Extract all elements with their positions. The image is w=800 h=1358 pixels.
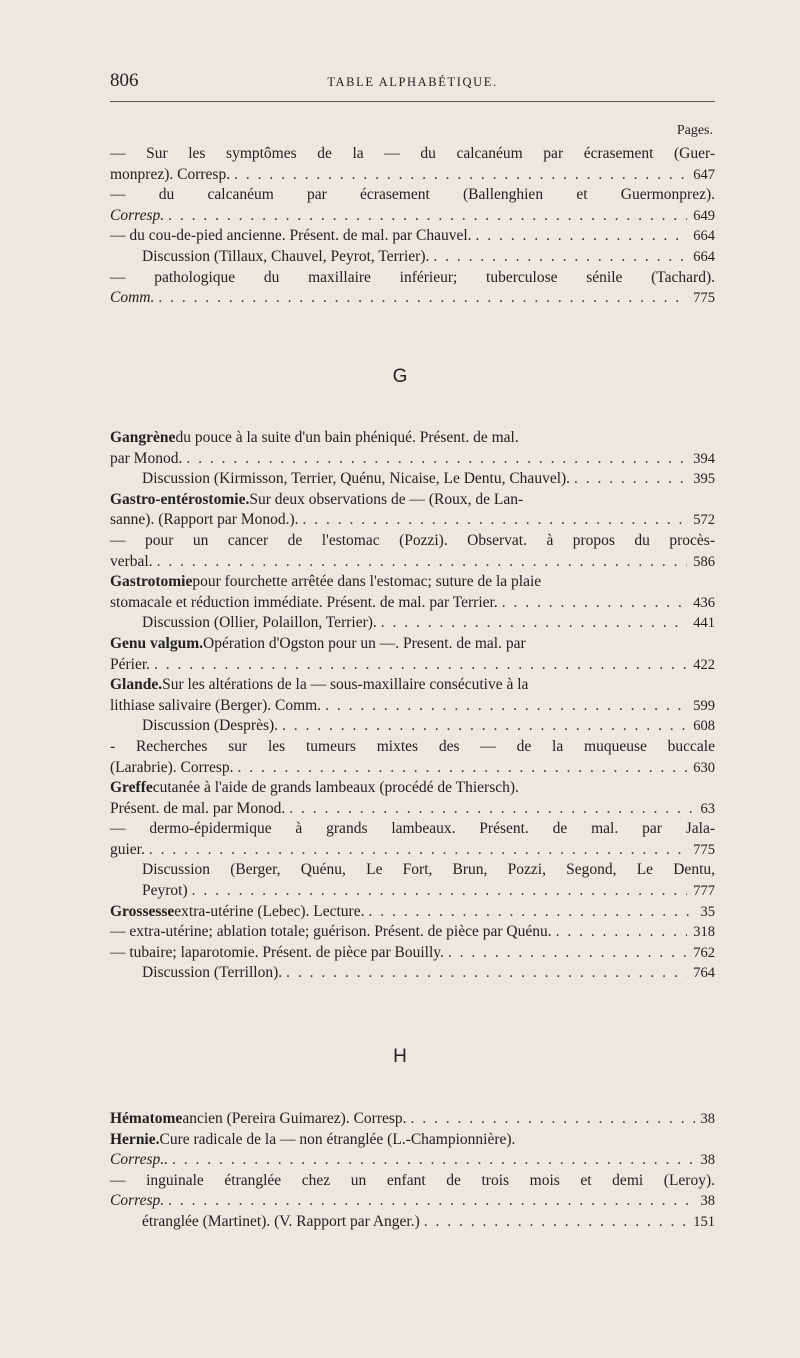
entry-headword: Greffe xyxy=(110,779,153,797)
index-entry-line: Corresp. . . . 649 xyxy=(110,206,715,227)
index-entry-line: — Sur les symptômes de la — du calcanéum par écrasement (Guer- xyxy=(110,145,715,162)
index-entry-line: - Recherches sur les tumeurs mixtes des — de la muqueuse buccale xyxy=(110,737,715,755)
page-ref: 608 xyxy=(693,718,715,735)
page-ref: 395 xyxy=(693,471,715,488)
index-entry-line: monprez). Corresp. . . . 647 xyxy=(110,165,715,186)
pages-column-label: Pages. xyxy=(676,123,713,138)
index-entry-line: stomacale et réduction immédiate. Présent. de mal. par Terrier. . . . 436 xyxy=(110,593,715,614)
section-h xyxy=(110,1109,715,1233)
index-entry-line: Comm. . . . 775 xyxy=(110,288,715,309)
index-entry-line: Genu valgum. Opération d'Ogston pour un —. Present. de mal. par xyxy=(110,634,715,655)
section-g xyxy=(110,428,715,984)
page-ref: 586 xyxy=(693,553,715,570)
page-ref: 664 xyxy=(693,248,715,265)
index-entry-line: étranglée (Martinet). (V. Rapport par Anger.) . . . 151 xyxy=(110,1212,715,1233)
page-ref: 649 xyxy=(693,207,715,224)
page-header xyxy=(110,70,715,92)
index-entry-line: Hernie. Cure radicale de la — non étranglée (L.-Championnière). xyxy=(110,1130,715,1151)
index-entry-line: Hématome ancien (Pereira Guimarez). Corresp. . . . 38 xyxy=(110,1109,715,1130)
index-entry-line: — dermo-épidermique à grands lambeaux. Présent. de mal. par Jala- xyxy=(110,820,715,838)
index-entry-line: Peyrot) . . . 777 xyxy=(110,881,715,902)
section-f-tail xyxy=(110,144,715,309)
index-entry-line: Glande. Sur les altérations de la — sous-maxillaire consécutive à la xyxy=(110,675,715,696)
index-entry-line: Présent. de mal. par Monod. . . . 63 xyxy=(110,799,715,820)
index-entry-line: Gastro-entérostomie. Sur deux observations de — (Roux, de Lan- xyxy=(110,490,715,511)
entry-headword: Gastrotomie xyxy=(110,573,193,591)
index-entry-line: Périer. . . . 422 xyxy=(110,655,715,676)
page-ref: 647 xyxy=(693,166,715,183)
index-entry-line: lithiase salivaire (Berger). Comm. . . . 599 xyxy=(110,696,715,717)
page-ref: 38 xyxy=(700,1152,715,1169)
section-letter-g: G xyxy=(392,366,408,387)
entry-headword: Hernie. xyxy=(110,1130,160,1148)
page-ref: 318 xyxy=(693,924,715,941)
index-entry-line: Discussion (Berger, Quénu, Le Fort, Brun, Pozzi, Segond, Le Dentu, xyxy=(142,861,715,879)
page-ref: 63 xyxy=(700,800,715,817)
entry-headword: Grossesse xyxy=(110,902,175,920)
page-ref: 775 xyxy=(693,841,715,858)
index-entry-line: Discussion (Desprès). . . . 608 xyxy=(110,716,715,737)
index-entry-line: Gangrène du pouce à la suite d'un bain phéniqué. Présent. de mal. xyxy=(110,428,715,449)
index-entry-line: Grossesse extra-utérine (Lebec). Lecture. . . . 35 xyxy=(110,902,715,923)
page-ref: 35 xyxy=(700,903,715,920)
page-number: 806 xyxy=(110,70,139,91)
index-entry-line: Discussion (Kirmisson, Terrier, Quénu, Nicaise, Le Dentu, Chauvel). . . . 395 xyxy=(110,469,715,490)
index-entry-line: — du cou-de-pied ancienne. Présent. de mal. par Chauvel. . . . 664 xyxy=(110,226,715,247)
header-rule xyxy=(110,101,715,102)
page-ref: 630 xyxy=(693,759,715,776)
index-entry-line: Discussion (Terrillon). . . . 764 xyxy=(110,963,715,984)
index-entry-line: Corresp. . . . 38 xyxy=(110,1191,715,1212)
page-ref: 441 xyxy=(693,615,715,632)
index-entry-line: — pour un cancer de l'estomac (Pozzi). Observat. à propos du procès- xyxy=(110,531,715,549)
index-entry-line: — extra-utérine; ablation totale; guérison. Présent. de pièce par Quénu. . . . 318 xyxy=(110,922,715,943)
entry-headword: Genu valgum. xyxy=(110,634,204,652)
page-ref: 664 xyxy=(693,228,715,245)
page-ref: 775 xyxy=(693,290,715,307)
page-ref: 572 xyxy=(693,512,715,529)
page-ref: 38 xyxy=(700,1193,715,1210)
entry-headword: Gastro-entérostomie. xyxy=(110,490,250,508)
page-ref: 151 xyxy=(693,1213,715,1230)
index-entry-line: Discussion (Ollier, Polaillon, Terrier). . . . 441 xyxy=(110,613,715,634)
page-ref: 764 xyxy=(693,965,715,982)
index-entry-line: verbal. . . . 586 xyxy=(110,552,715,573)
index-entry-line: Gastrotomie pour fourchette arrêtée dans l'estomac; suture de la plaie xyxy=(110,572,715,593)
page-ref: 599 xyxy=(693,697,715,714)
index-entry-line: guier. . . . 775 xyxy=(110,840,715,861)
section-letter-h: H xyxy=(393,1046,407,1067)
index-entry-line: — du calcanéum par écrasement (Ballenghien et Guermonprez). xyxy=(110,186,715,204)
index-entry-line: sanne). (Rapport par Monod.). . . . 572 xyxy=(110,510,715,531)
page-ref: 762 xyxy=(693,944,715,961)
page-ref: 777 xyxy=(693,883,715,900)
page-ref: 394 xyxy=(693,450,715,467)
page-ref: 38 xyxy=(700,1111,715,1127)
page-ref: 436 xyxy=(693,594,715,611)
index-entry-line: Corresp.. . . . 38 xyxy=(110,1150,715,1171)
entry-headword: Gangrène xyxy=(110,429,176,446)
page-ref: 422 xyxy=(693,656,715,673)
running-title: TABLE ALPHABÉTIQUE. xyxy=(327,75,498,89)
index-entry-line: Greffe cutanée à l'aide de grands lambeaux (procédé de Thiersch). xyxy=(110,778,715,799)
index-entry-line: par Monod. . . . 394 xyxy=(110,449,715,470)
index-entry-line: — tubaire; laparotomie. Présent. de pièce par Bouilly. . . . 762 xyxy=(110,943,715,964)
entry-headword: Hématome xyxy=(110,1110,183,1127)
index-entry-line: Discussion (Tillaux, Chauvel, Peyrot, Terrier). . . . 664 xyxy=(110,247,715,268)
index-entry-line: — inguinale étranglée chez un enfant de trois mois et demi (Leroy). xyxy=(110,1171,715,1189)
entry-headword: Glande. xyxy=(110,676,163,694)
index-entry-line: (Larabrie). Corresp. . . . 630 xyxy=(110,758,715,779)
index-entry-line: — pathologique du maxillaire inférieur; tuberculose sénile (Tachard). xyxy=(110,268,715,286)
